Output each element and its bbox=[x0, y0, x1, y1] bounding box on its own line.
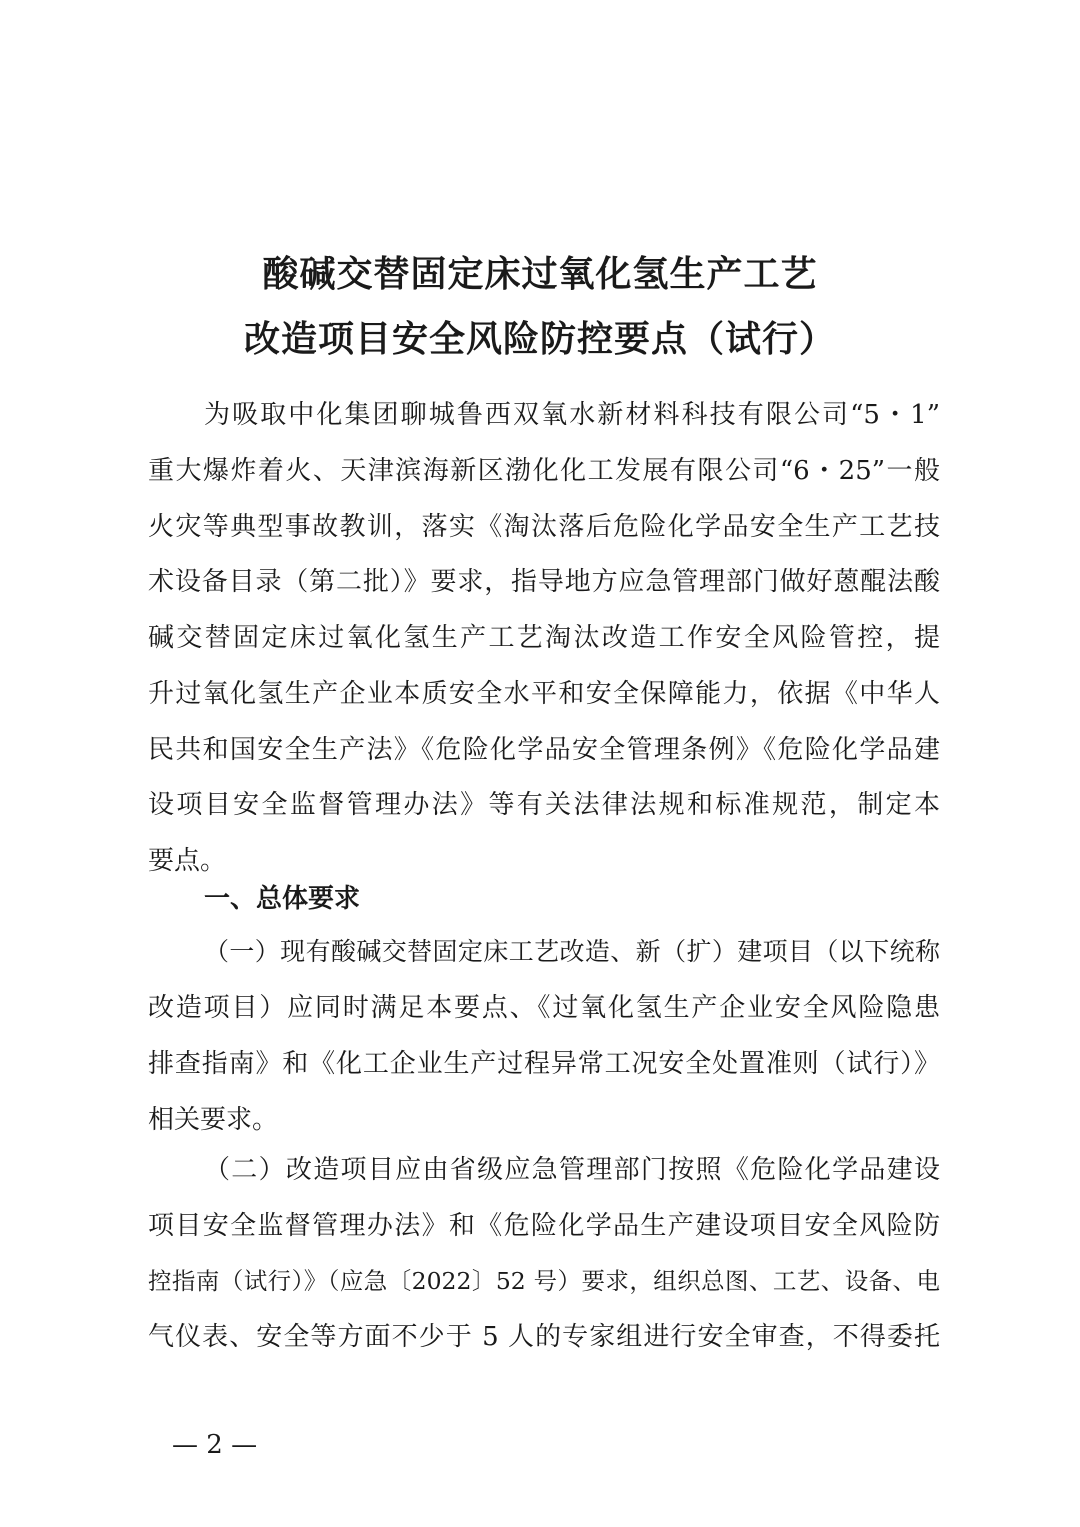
paragraph-line: 改造项目）应同时满足本要点、《过氧化氢生产企业安全风险隐患 bbox=[148, 993, 940, 1023]
paragraph-line: 术设备目录（第二批）》要求，指导地方应急管理部门做好蒽醌法酸 bbox=[148, 567, 940, 597]
paragraph-line: 火灾等典型事故教训，落实《淘汰落后危险化学品安全生产工艺技 bbox=[148, 512, 940, 542]
paragraph-line: 碱交替固定床过氧化氢生产工艺淘汰改造工作安全风险管控，提 bbox=[148, 623, 940, 653]
page-number: — 2 — bbox=[172, 1430, 258, 1460]
paragraph-line: 控指南（试行）》（应急〔2022〕52 号）要求，组织总图、工艺、设备、电 bbox=[148, 1267, 940, 1295]
paragraph-line: 设项目安全监督管理办法》等有关法律法规和标准规范，制定本 bbox=[148, 790, 940, 820]
section-heading: 一、总体要求 bbox=[204, 884, 361, 914]
paragraph-line: 升过氧化氢生产企业本质安全水平和安全保障能力，依据《中华人 bbox=[148, 679, 940, 709]
paragraph-line: 为吸取中化集团聊城鲁西双氧水新材料科技有限公司“5・1” bbox=[204, 400, 940, 430]
paragraph-line: 相关要求。 bbox=[148, 1105, 279, 1135]
paragraph-line: （一）现有酸碱交替固定床工艺改造、新（扩）建项目（以下统称 bbox=[204, 937, 940, 966]
document-title-line1: 酸碱交替固定床过氧化氢生产工艺 bbox=[262, 253, 818, 295]
paragraph-line: 要点。 bbox=[148, 846, 227, 876]
document-title-line2: 改造项目安全风险防控要点（试行） bbox=[243, 318, 836, 360]
paragraph-line: 排查指南》和《化工企业生产过程异常工况安全处置准则（试行）》 bbox=[148, 1049, 940, 1079]
paragraph-line: 重大爆炸着火、天津滨海新区渤化化工发展有限公司“6・25”一般 bbox=[148, 456, 940, 486]
paragraph-line: 项目安全监督管理办法》和《危险化学品生产建设项目安全风险防 bbox=[148, 1211, 940, 1241]
paragraph-line: 气仪表、安全等方面不少于 5 人的专家组进行安全审查，不得委托 bbox=[148, 1322, 940, 1352]
paragraph-line: （二）改造项目应由省级应急管理部门按照《危险化学品建设 bbox=[204, 1155, 940, 1185]
paragraph-line: 民共和国安全生产法》《危险化学品安全管理条例》《危险化学品建 bbox=[148, 735, 940, 765]
